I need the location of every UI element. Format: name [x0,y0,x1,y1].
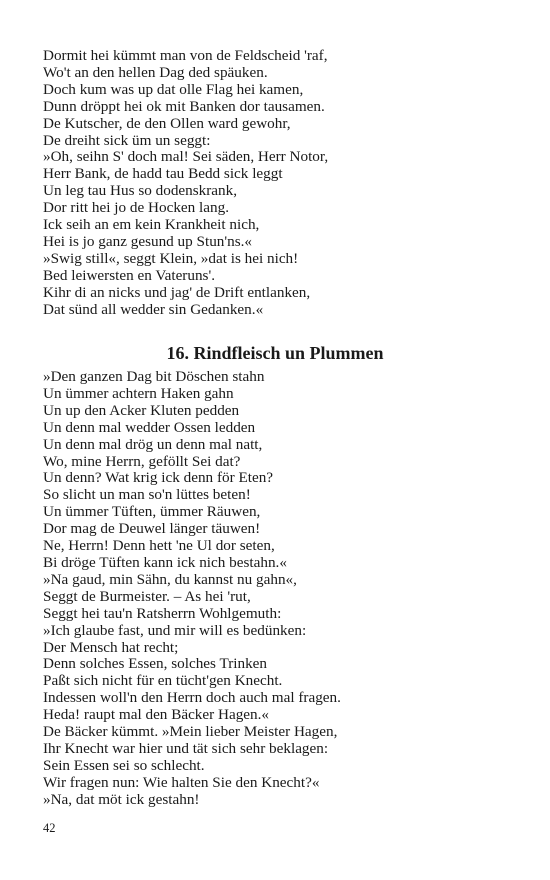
page-number: 42 [43,821,56,835]
verse-line: Sein Essen sei so schlecht. [43,756,205,774]
verse-line: Un leg tau Hus so dodenskrank, [43,182,238,200]
verse-line: Bi dröge Tüften kann ick nich bestahn.« [43,553,287,571]
verse-line: Un denn mal drög un denn mal natt, [43,435,263,453]
verse-line: Hei is jo ganz gesund up Stun'ns.« [43,232,253,250]
verse-line: »Na, dat möt ick gestahn! [43,790,200,808]
verse-line: »Oh, seihn S' doch mal! Sei säden, Herr Notor, [43,148,329,166]
poem-rindfleisch-un-plummen [43,369,341,809]
verse-line: Dunn dröppt hei ok mit Banken dor tausamen. [43,97,325,115]
verse-line: Denn solches Essen, solches Trinken [43,655,268,673]
verse-line: Ihr Knecht war hier und tät sich sehr beklagen: [43,739,329,757]
verse-line: Dor ritt hei jo de Hocken lang. [43,199,229,217]
verse-line: De Kutscher, de den Ollen ward gewohr, [43,114,291,132]
verse-line: Un ümmer achtern Haken gahn [43,384,234,402]
verse-line: Ne, Herrn! Denn hett 'ne Ul dor seten, [43,537,275,555]
verse-line: Heda! raupt mal den Bäcker Hagen.« [43,706,270,724]
verse-line: »Den ganzen Dag bit Döschen stahn [43,368,265,385]
verse-line: Dat sünd all wedder sin Gedanken.« [43,300,264,318]
verse-line: Herr Bank, de hadd tau Bedd sick leggt [43,165,283,183]
verse-line: Seggt de Burmeister. – As hei 'rut, [43,587,251,605]
verse-line: Wo, mine Herrn, geföllt Sei dat? [43,452,241,470]
verse-line: Wir fragen nun: Wie halten Sie den Knecht?« [43,773,320,791]
verse-line: Un denn mal wedder Ossen ledden [43,418,256,436]
poem-continuation [43,48,328,319]
verse-line: Seggt hei tau'n Ratsherrn Wohlgemuth: [43,604,282,622]
verse-line: Dor mag de Deuwel länger täuwen! [43,520,261,538]
verse-line: Dormit hei kümmt man von de Feldscheid 'raf, [43,47,328,64]
verse-line: Ick seih an em kein Krankheit nich, [43,216,260,234]
section-title: 16. Rindfleisch un Plummen [166,343,384,363]
verse-line: Doch kum was up dat olle Flag hei kamen, [43,80,304,98]
verse-line: So slicht un man so'n lüttes beten! [43,486,251,504]
verse-line: Wo't an den hellen Dag ded späuken. [43,63,268,81]
verse-line: De Bäcker kümmt. »Mein lieber Meister Hagen, [43,723,338,741]
verse-line: »Na gaud, min Sähn, du kannst nu gahn«, [43,570,297,588]
verse-line: Un denn? Wat krig ick denn för Eten? [43,469,274,487]
verse-line: De dreiht sick üm un seggt: [43,131,211,149]
verse-line: Der Mensch hat recht; [43,638,179,656]
verse-line: Bed leiwersten en Vateruns'. [43,266,215,284]
verse-line: Un up den Acker Kluten pedden [43,401,240,419]
verse-line: Un ümmer Tüften, ümmer Räuwen, [43,503,261,521]
verse-line: Paßt sich nicht für en tücht'gen Knecht. [43,672,283,690]
verse-line: »Ich glaube fast, und mir will es bedünken: [43,621,307,639]
verse-line: Indessen woll'n den Herrn doch auch mal fragen. [43,689,341,707]
verse-line: »Swig still«, seggt Klein, »dat is hei nich! [43,249,299,267]
verse-line: Kihr di an nicks und jag' de Drift entlanken, [43,283,311,301]
